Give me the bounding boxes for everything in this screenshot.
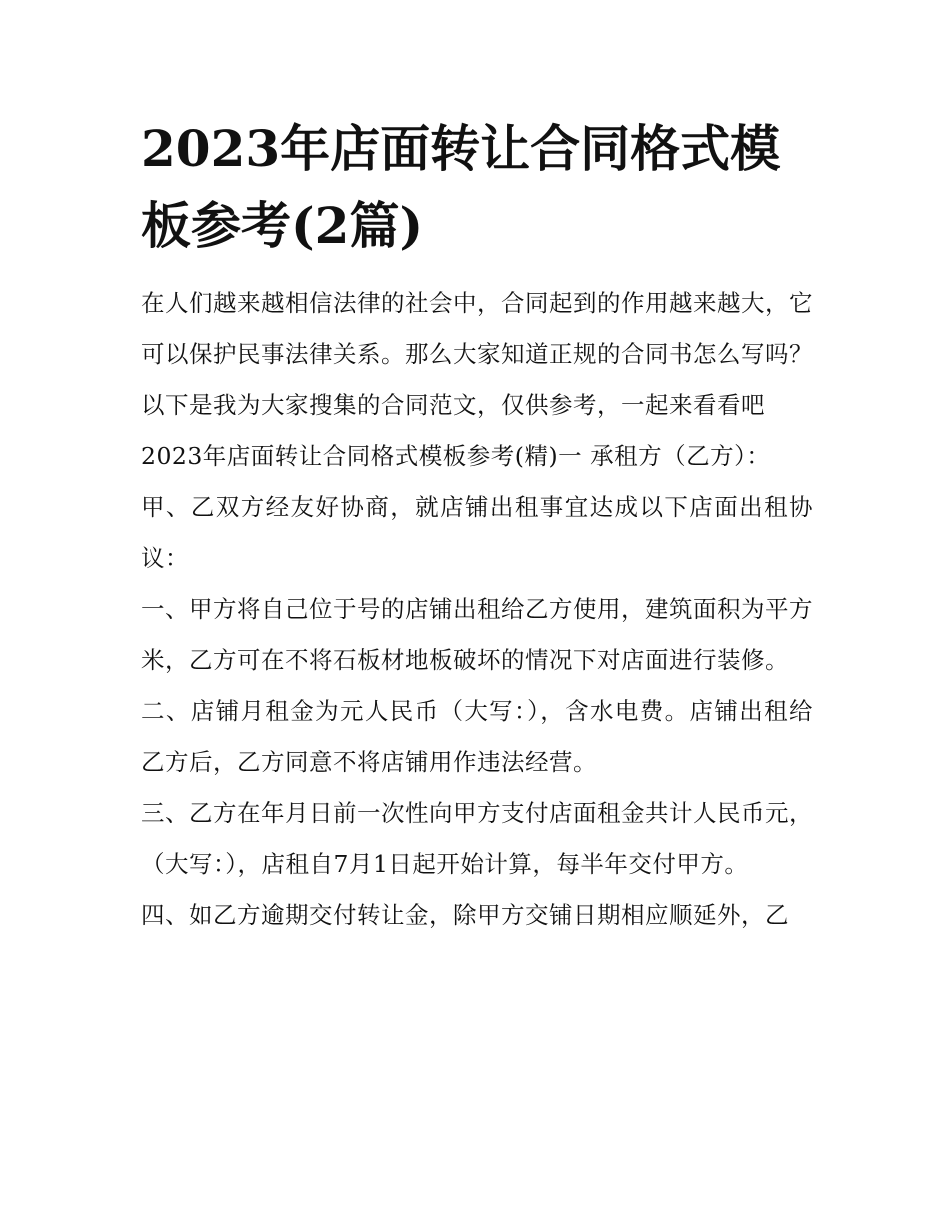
clause-3-paragraph: 三、乙方在年月日前一次性向甲方支付店面租金共计人民币元，（大写：），店租自7月1日起开始计算，每半年交付甲方。 <box>141 799 813 878</box>
agreement-paragraph: 甲、乙双方经友好协商，就店铺出租事宜达成以下店面出租协议： <box>141 493 813 572</box>
document-title: 2023年店面转让合同格式模板参考(2篇) <box>141 119 781 255</box>
contract-heading-paragraph: 2023年店面转让合同格式模板参考(精)一 承租方（乙方）： <box>141 442 771 470</box>
clause-2-paragraph: 二、店铺月租金为元人民币（大写：），含水电费。店铺出租给乙方后，乙方同意不将店铺用作违法经营。 <box>141 697 813 776</box>
intro-paragraph: 在人们越来越相信法律的社会中，合同起到的作用越来越大，它可以保护民事法律关系。那么大家知道正规的合同书怎么写吗？以下是我为大家搜集的合同范文，仅供参考，一起来看看吧 <box>141 289 813 419</box>
clause-1-paragraph: 一、甲方将自己位于号的店铺出租给乙方使用，建筑面积为平方米，乙方可在不将石板材地板破坏的情况下对店面进行装修。 <box>141 595 813 674</box>
document-page <box>141 110 813 941</box>
clause-4-paragraph: 四、如乙方逾期交付转让金，除甲方交铺日期相应顺延外，乙 <box>141 901 789 929</box>
document-body <box>141 278 813 941</box>
